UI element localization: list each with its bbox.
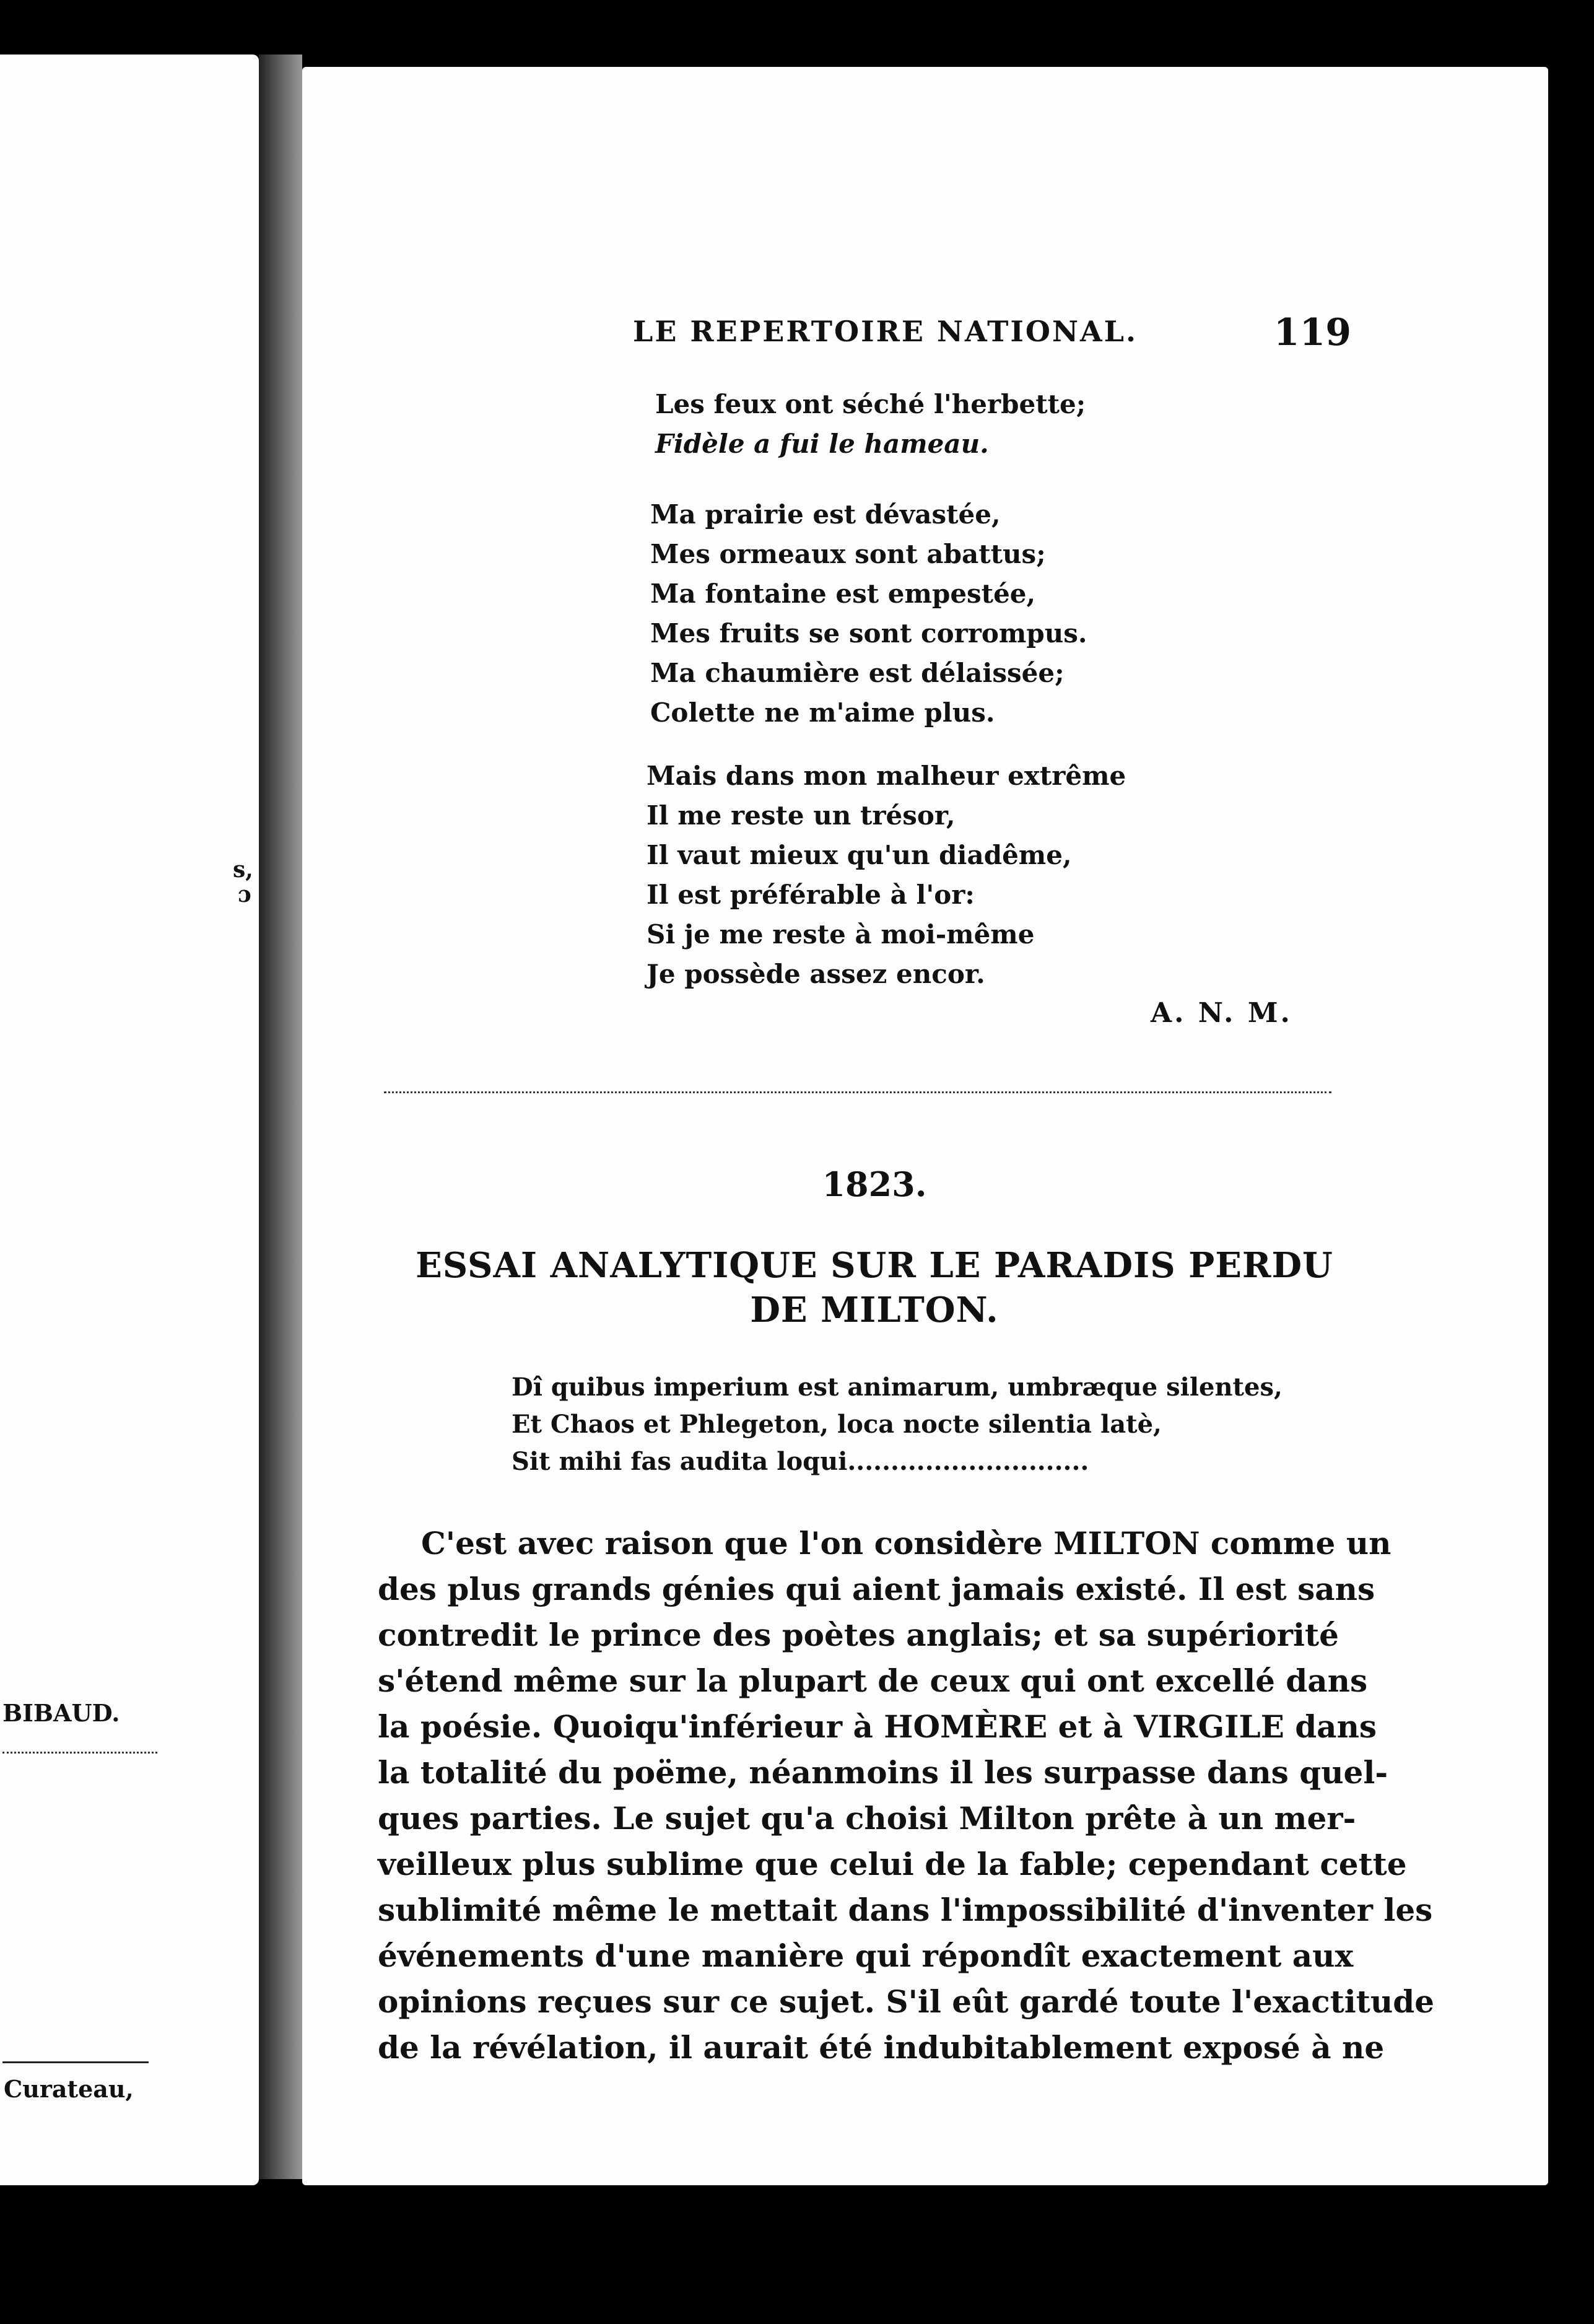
left-page-fragment [0,55,259,2185]
body-text-line: contredit le prince des poètes anglais; et sa supériorité [378,1617,1339,1653]
body-text-line: ques parties. Le sujet qu'a choisi Milton prête à un mer- [378,1800,1356,1837]
left-page-footnote-rule [2,2061,149,2063]
running-header [633,311,1351,354]
body-text-line: opinions reçues sur ce sujet. S'il eût gardé toute l'exactitude [378,1983,1435,2020]
body-text-line: C'est avec raison que l'on considère MILTON comme un [421,1525,1391,1562]
body-text-line: la totalité du poëme, néanmoins il les surpasse dans quel- [378,1754,1388,1791]
body-text-line: s'étend même sur la plupart de ceux qui ont excellé dans [378,1662,1368,1699]
section-separator [384,1091,1331,1099]
body-text-line: veilleux plus sublime que celui de la fable; cependant cette [378,1846,1407,1882]
article-title: ESSAI ANALYTIQUE SUR LE PARADIS PERDU [416,1245,1333,1286]
poem-line: Colette ne m'aime plus. [650,697,995,728]
left-page-separator [2,1752,157,1754]
poem-line: Il est préférable à l'or: [647,880,975,910]
left-page-text: s, [233,857,253,883]
epigraph-line: Et Chaos et Phlegeton, loca nocte silentia latè, [512,1410,1162,1439]
article-title: DE MILTON. [750,1290,999,1330]
poem-line: Mais dans mon malheur extrême [647,761,1126,791]
poem-line: Il vaut mieux qu'un diadême, [647,840,1072,870]
poem-line: Les feux ont séché l'herbette; [655,389,1086,419]
poem-line: Ma chaumière est délaissée; [650,658,1065,688]
book-gutter [259,55,302,2179]
article-year: 1823. [822,1164,927,1204]
running-title: LE REPERTOIRE NATIONAL. [633,315,1138,348]
left-page-footnote: Curateau, [4,2075,134,2103]
page-number: 119 [1273,311,1351,354]
epigraph-line: Sit mihi fas audita loqui............................ [512,1447,1089,1476]
poem-line: Mes ormeaux sont abattus; [650,539,1046,569]
poem-line: Ma fontaine est empestée, [650,579,1036,609]
poem-signature: A. N. M. [1151,997,1292,1029]
body-text-line: la poésie. Quoiqu'inférieur à HOMÈRE et à VIRGILE dans [378,1708,1377,1745]
left-page-signature: BIBAUD. [2,1699,120,1727]
body-text-line: des plus grands génies qui aient jamais existé. Il est sans [378,1571,1375,1607]
body-text-line: événements d'une manière qui répondît exactement aux [378,1937,1354,1974]
poem-line: Ma prairie est dévastée, [650,499,1001,530]
body-text-line: sublimité même le mettait dans l'impossibilité d'inventer les [378,1892,1433,1928]
poem-line: Je possède assez encor. [647,959,985,989]
poem-line: Il me reste un trésor, [647,800,956,831]
poem-line: Si je me reste à moi-même [647,919,1035,950]
poem-line: Fidèle a fui le hameau. [655,429,989,459]
body-text-line: de la révélation, il aurait été indubitablement exposé à ne [378,2029,1385,2066]
epigraph-line: Dî quibus imperium est animarum, umbræque silentes, [512,1373,1283,1402]
left-page-text: ɔ [238,881,251,907]
poem-line: Mes fruits se sont corrompus. [650,618,1087,649]
